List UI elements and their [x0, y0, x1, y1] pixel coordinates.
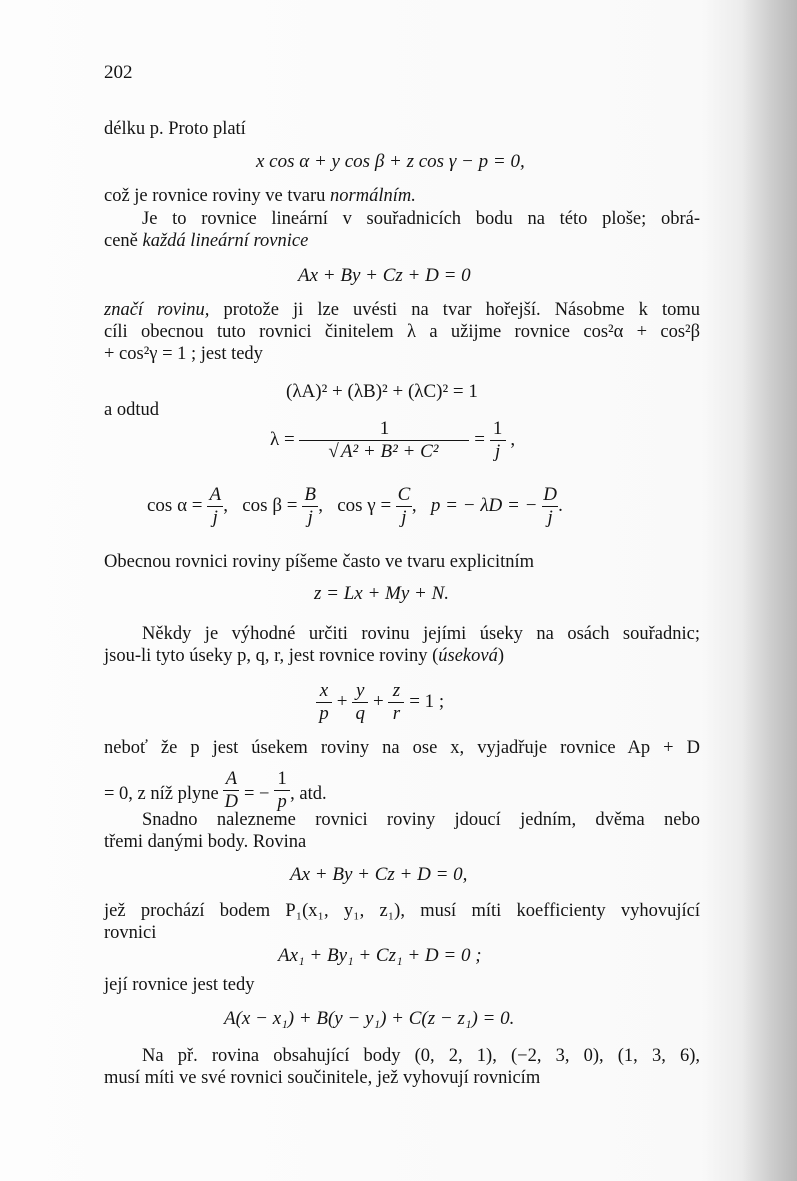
denominator: [299, 440, 469, 463]
text-line: [104, 768, 700, 813]
fraction: [274, 768, 290, 813]
text-line: a odtud: [104, 400, 159, 420]
numerator: y: [356, 680, 365, 701]
text-line: Je to rovnice lineární v souřadnicích bodu na této ploše; obrá-: [142, 209, 700, 229]
text-line: Někdy je výhodné určiti rovinu jejími úseky na osách souřadnic;: [142, 624, 700, 644]
fraction: [207, 484, 223, 529]
numerator: B: [304, 484, 317, 505]
text-line: musí míti ve své rovnici součinitele, jež vyhovují rovnicím: [104, 1068, 541, 1088]
comma: ,: [318, 494, 323, 516]
emphasis-text: značí rovinu,: [104, 300, 210, 320]
comma: ,: [510, 428, 516, 450]
emphasis-text: normálním.: [330, 186, 416, 206]
numerator: D: [543, 484, 558, 505]
fraction: [223, 768, 239, 813]
text-line: cíli obecnou tuto rovnici činitelem λ a užijme rovnice cos²α + cos²β: [104, 322, 700, 342]
text-line: Snadno nalezneme rovnici roviny jdoucí jedním, dvěma nebo: [142, 810, 700, 830]
text-line: + cos²γ = 1 ; jest tedy: [104, 344, 263, 364]
equation-explicit: z = Lx + My + N.: [314, 583, 450, 604]
text-span: , atd.: [290, 784, 327, 804]
text-span: ceně: [104, 231, 143, 251]
comma: ,: [411, 494, 417, 516]
denominator: p: [274, 790, 290, 813]
equation-general: Ax + By + Cz + D = 0: [298, 265, 471, 286]
text-line: [104, 299, 700, 321]
text-line: třemi danými body. Rovina: [104, 832, 307, 852]
text-line: délku p. Proto platí: [104, 119, 246, 139]
numerator: x: [319, 680, 329, 701]
text-span: ): [497, 646, 505, 666]
equation-point-condition: Ax₁ + By₁ + Cz₁ + D = 0 ;: [278, 945, 482, 966]
denominator: j: [207, 506, 223, 529]
numerator: 1: [492, 418, 503, 439]
p-expression: p = − λD = −: [430, 494, 538, 516]
text-span: protože ji lze uvésti na tvar hořejší. Násobme k tomu: [209, 300, 700, 320]
text-line: jež prochází bodem P₁(x₁, y₁, z₁), musí míti koefficienty vyhovující: [104, 901, 700, 921]
denominator: j: [542, 506, 558, 529]
fraction: [302, 484, 318, 529]
text-span: jsou-li tyto úseky p, q, r, jest rovnice roviny (: [104, 646, 439, 666]
emphasis-text: úseková: [438, 646, 498, 666]
text-line: [104, 185, 700, 207]
denominator: j: [396, 506, 412, 529]
equation-cosines: [147, 484, 563, 529]
denominator: p: [316, 702, 332, 725]
numerator: z: [392, 680, 401, 701]
equation-normal-form: x cos α + y cos β + z cos γ − p = 0,: [256, 151, 525, 172]
fraction: [396, 484, 412, 529]
fraction: [388, 680, 404, 725]
cos-beta-label: cos β =: [242, 494, 298, 516]
numerator: A: [225, 769, 238, 789]
equation-intercept: [316, 680, 444, 725]
text-line: rovnici: [104, 923, 157, 943]
denominator: j: [490, 440, 506, 463]
comma: ,: [223, 494, 228, 516]
equation-point-form: A(x − x₁) + B(y − y₁) + C(z − z₁) = 0.: [224, 1008, 515, 1029]
numerator: 1: [277, 769, 287, 789]
cos-alpha-label: cos α =: [147, 494, 203, 516]
fraction: [299, 418, 469, 463]
emphasis-text: každá lineární rovnice: [142, 231, 309, 251]
text-line: [104, 645, 700, 667]
numerator: C: [397, 484, 411, 505]
radicand: A² + B² + C²: [340, 441, 439, 462]
numerator: A: [209, 484, 222, 505]
denominator: q: [352, 702, 368, 725]
equation-plane: Ax + By + Cz + D = 0,: [290, 864, 468, 885]
fraction: [542, 484, 558, 529]
fraction: [316, 680, 332, 725]
plus-sign: +: [336, 690, 348, 712]
text-line: její rovnice jest tedy: [104, 975, 255, 995]
period: .: [558, 494, 563, 516]
numerator: 1: [379, 418, 390, 439]
cos-gamma-label: cos γ =: [337, 494, 392, 516]
text-line: Obecnou rovnici roviny píšeme často ve tvaru explicitním: [104, 552, 535, 572]
denominator: D: [224, 792, 239, 812]
page-number: 202: [104, 62, 133, 83]
sqrt-sign: √: [328, 441, 339, 462]
equation-rhs: = 1 ;: [409, 690, 445, 712]
fraction: [490, 418, 506, 463]
denominator: r: [388, 702, 404, 725]
equation-lambda: [270, 418, 515, 463]
text-span: což je rovnice roviny ve tvaru: [104, 186, 331, 206]
text-line: Na př. rovina obsahující body (0, 2, 1), (−2, 3, 0), (1, 3, 6),: [142, 1046, 700, 1066]
equals-sign: = −: [243, 784, 270, 804]
plus-sign: +: [372, 690, 384, 712]
text-line: [104, 230, 700, 252]
denominator: j: [302, 506, 318, 529]
equation-squares: (λA)² + (λB)² + (λC)² = 1: [286, 381, 478, 402]
lambda-lhs: λ =: [270, 428, 295, 450]
equals-sign: =: [474, 428, 485, 450]
fraction: [352, 680, 368, 725]
text-line: neboť že p jest úsekem roviny na ose x, vyjadřuje rovnice Ap + D: [104, 738, 700, 758]
text-span: = 0, z níž plyne: [104, 784, 219, 804]
